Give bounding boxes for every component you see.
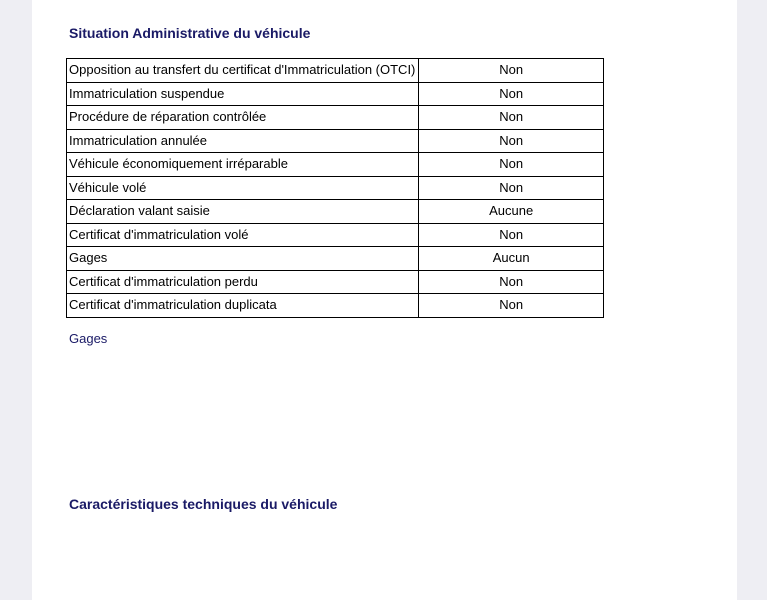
row-label: Immatriculation suspendue bbox=[67, 82, 419, 106]
row-label: Véhicule volé bbox=[67, 176, 419, 200]
table-row bbox=[67, 82, 604, 106]
row-label: Véhicule économiquement irréparable bbox=[67, 153, 419, 177]
admin-status-table-body bbox=[67, 59, 604, 318]
table-row bbox=[67, 294, 604, 318]
table-row bbox=[67, 176, 604, 200]
gages-link[interactable]: Gages bbox=[69, 331, 108, 346]
row-value: Non bbox=[419, 223, 604, 247]
admin-section-title: Situation Administrative du véhicule bbox=[69, 25, 311, 41]
table-row bbox=[67, 247, 604, 271]
row-label: Immatriculation annulée bbox=[67, 129, 419, 153]
row-value: Aucune bbox=[419, 200, 604, 224]
document-page bbox=[32, 0, 737, 600]
row-value: Non bbox=[419, 106, 604, 130]
tech-section-title: Caractéristiques techniques du véhicule bbox=[69, 496, 338, 512]
row-label: Certificat d'immatriculation perdu bbox=[67, 270, 419, 294]
row-label: Opposition au transfert du certificat d'Immatriculation (OTCI) bbox=[67, 59, 419, 83]
table-row bbox=[67, 200, 604, 224]
row-value: Non bbox=[419, 129, 604, 153]
table-row bbox=[67, 129, 604, 153]
table-row bbox=[67, 106, 604, 130]
row-value: Non bbox=[419, 82, 604, 106]
row-value: Aucun bbox=[419, 247, 604, 271]
table-row bbox=[67, 223, 604, 247]
table-row bbox=[67, 59, 604, 83]
row-label: Certificat d'immatriculation duplicata bbox=[67, 294, 419, 318]
admin-status-table bbox=[66, 58, 604, 318]
row-value: Non bbox=[419, 270, 604, 294]
row-label: Certificat d'immatriculation volé bbox=[67, 223, 419, 247]
row-label: Gages bbox=[67, 247, 419, 271]
row-value: Non bbox=[419, 176, 604, 200]
table-row bbox=[67, 153, 604, 177]
row-value: Non bbox=[419, 294, 604, 318]
row-label: Procédure de réparation contrôlée bbox=[67, 106, 419, 130]
row-label: Déclaration valant saisie bbox=[67, 200, 419, 224]
row-value: Non bbox=[419, 153, 604, 177]
table-row bbox=[67, 270, 604, 294]
row-value: Non bbox=[419, 59, 604, 83]
